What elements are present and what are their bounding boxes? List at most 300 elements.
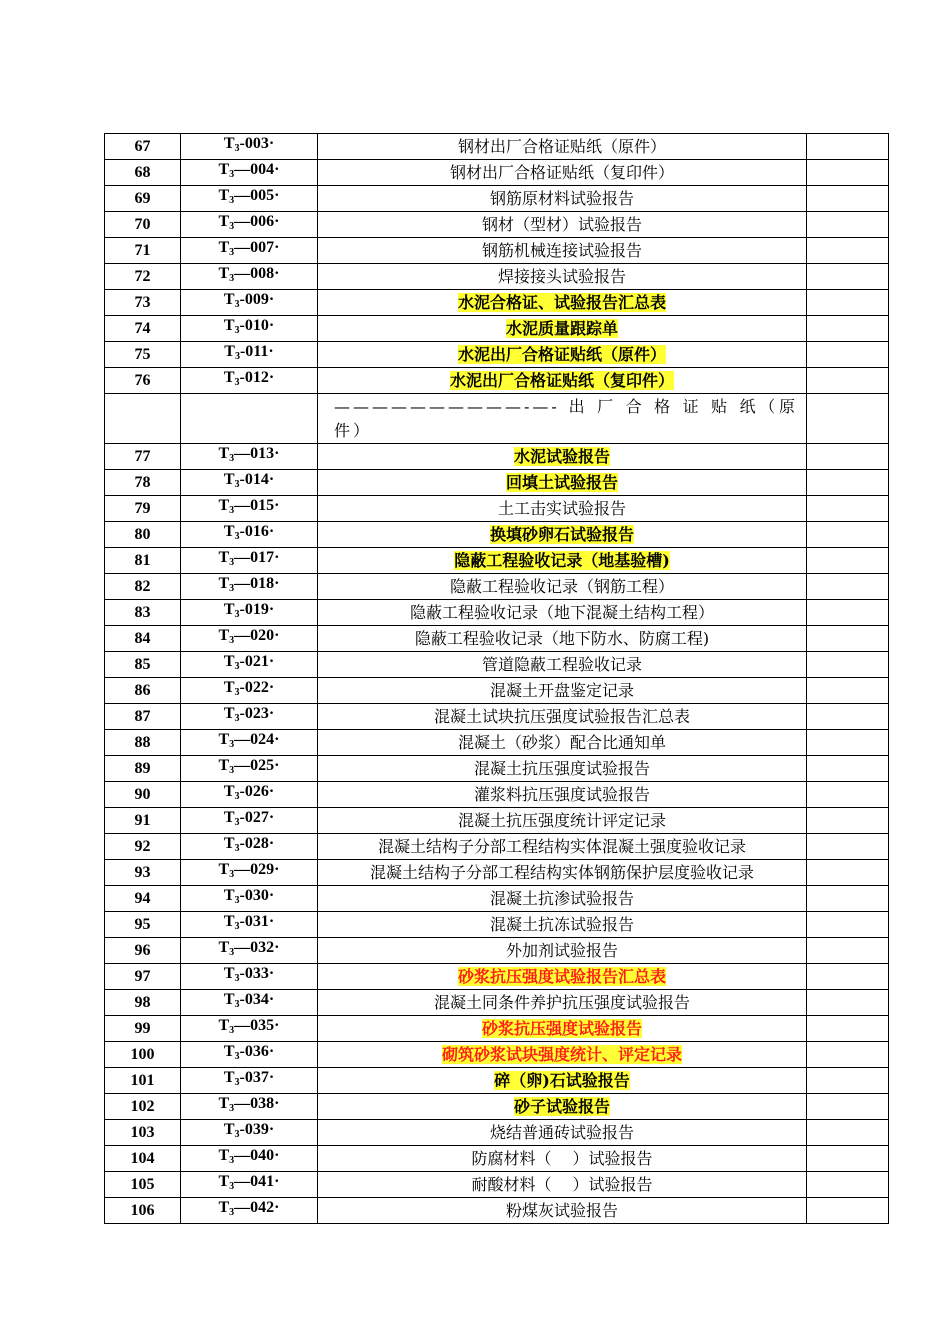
code-prefix: T <box>218 627 230 644</box>
row-title-cell <box>318 1042 807 1068</box>
table-row <box>105 1146 889 1172</box>
row-remark <box>807 1120 889 1146</box>
row-title: 混凝土同条件养护抗压强度试验报告 <box>433 992 690 1012</box>
row-number: 91 <box>105 808 181 834</box>
code-prefix: T <box>223 601 235 618</box>
code-subscript: 3 <box>229 739 235 750</box>
row-remark <box>807 912 889 938</box>
row-title: 隐蔽工程验收记录（钢筋工程） <box>449 576 674 596</box>
code-subscript: 3 <box>234 1077 240 1088</box>
row-number: 88 <box>105 730 181 756</box>
row-remark <box>807 626 889 652</box>
code-prefix: T <box>218 757 230 774</box>
row-code <box>181 1068 318 1094</box>
row-remark <box>807 134 889 160</box>
table-row <box>105 444 889 470</box>
code-number: —017· <box>234 549 280 566</box>
code-prefix: T <box>223 809 235 826</box>
row-title-cell <box>318 1120 807 1146</box>
code-prefix: T <box>218 213 230 230</box>
code-number: -014· <box>239 471 275 488</box>
row-number: 87 <box>105 704 181 730</box>
table-row <box>105 394 889 444</box>
code-prefix: T <box>223 991 235 1008</box>
code-subscript: 3 <box>229 765 235 776</box>
row-code <box>181 1172 318 1198</box>
row-code <box>181 444 318 470</box>
code-subscript: 3 <box>234 1129 240 1140</box>
row-title-cell <box>318 316 807 342</box>
table-row <box>105 886 889 912</box>
code-number: -009· <box>239 291 275 308</box>
row-title: 外加剂试验报告 <box>505 940 618 960</box>
code-prefix: T <box>224 343 235 360</box>
row-title: 换填砂卵石试验报告 <box>489 524 634 544</box>
row-title-cell <box>318 886 807 912</box>
code-prefix: T <box>223 1121 235 1138</box>
row-code <box>181 1042 318 1068</box>
row-title-cell <box>318 964 807 990</box>
row-title: 水泥出厂合格证贴纸（原件） <box>457 344 666 364</box>
code-number: —020· <box>234 627 280 644</box>
table-body <box>105 134 889 1224</box>
row-remark <box>807 368 889 394</box>
table-row <box>105 730 889 756</box>
row-number: 85 <box>105 652 181 678</box>
code-number: -037· <box>239 1069 275 1086</box>
row-number: 72 <box>105 264 181 290</box>
row-title: 隐蔽工程验收记录（地下防水、防腐工程) <box>414 628 710 648</box>
code-number: -039· <box>239 1121 275 1138</box>
row-code <box>181 600 318 626</box>
row-title-cell <box>318 912 807 938</box>
table-row <box>105 160 889 186</box>
row-title: 混凝土结构子分部工程结构实体混凝土强度验收记录 <box>377 836 746 856</box>
row-title-cell <box>318 938 807 964</box>
table-row <box>105 1172 889 1198</box>
table-row <box>105 290 889 316</box>
row-remark <box>807 238 889 264</box>
row-title-cell <box>318 238 807 264</box>
code-prefix: T <box>218 1095 230 1112</box>
table-row <box>105 938 889 964</box>
table-row <box>105 756 889 782</box>
row-number: 83 <box>105 600 181 626</box>
row-remark <box>807 496 889 522</box>
row-remark <box>807 1094 889 1120</box>
table-row <box>105 626 889 652</box>
code-subscript: 3 <box>234 351 240 362</box>
code-prefix: T <box>218 497 230 514</box>
row-title-cell <box>318 264 807 290</box>
row-number: 76 <box>105 368 181 394</box>
code-prefix: T <box>223 887 235 904</box>
code-number: -021· <box>239 653 275 670</box>
code-prefix: T <box>223 523 235 540</box>
code-subscript: 3 <box>234 377 240 388</box>
row-title: 混凝土（砂浆）配合比通知单 <box>457 732 666 752</box>
code-prefix: T <box>223 317 235 334</box>
code-prefix: T <box>223 835 235 852</box>
row-title-cell <box>318 834 807 860</box>
row-number: 73 <box>105 290 181 316</box>
row-number: 78 <box>105 470 181 496</box>
code-number: —024· <box>234 731 280 748</box>
code-subscript: 3 <box>229 1025 235 1036</box>
row-title-cell <box>318 1016 807 1042</box>
table-row <box>105 470 889 496</box>
table-row <box>105 1016 889 1042</box>
row-remark <box>807 990 889 1016</box>
row-number: 97 <box>105 964 181 990</box>
row-code <box>181 704 318 730</box>
code-prefix: T <box>223 471 235 488</box>
code-number: —025· <box>234 757 280 774</box>
row-code <box>181 626 318 652</box>
table-row <box>105 652 889 678</box>
row-title-cell <box>318 394 807 444</box>
code-prefix: T <box>218 1147 230 1164</box>
row-number: 100 <box>105 1042 181 1068</box>
code-number: —008· <box>234 265 280 282</box>
row-title: 混凝土抗渗试验报告 <box>489 888 634 908</box>
code-subscript: 3 <box>229 505 235 516</box>
code-subscript: 3 <box>234 1051 240 1062</box>
row-title: 砌筑砂浆试块强度统计、评定记录 <box>441 1044 682 1064</box>
row-remark <box>807 548 889 574</box>
code-subscript: 3 <box>229 247 235 258</box>
row-number: 68 <box>105 160 181 186</box>
code-number: -027· <box>239 809 275 826</box>
row-code <box>181 160 318 186</box>
code-subscript: 3 <box>229 583 235 594</box>
row-remark <box>807 522 889 548</box>
code-number: —035· <box>234 1017 280 1034</box>
row-title-cell <box>318 496 807 522</box>
code-subscript: 3 <box>234 999 240 1010</box>
code-subscript: 3 <box>234 143 240 154</box>
row-remark <box>807 782 889 808</box>
row-title: 砂浆抗压强度试验报告 <box>481 1018 642 1038</box>
row-number: 70 <box>105 212 181 238</box>
row-title-cell <box>318 626 807 652</box>
code-prefix: T <box>218 549 230 566</box>
code-number: —041· <box>234 1173 280 1190</box>
row-remark <box>807 1198 889 1224</box>
row-code <box>181 212 318 238</box>
row-title: 混凝土抗压强度试验报告 <box>473 758 650 778</box>
row-remark <box>807 1172 889 1198</box>
code-subscript: 3 <box>229 869 235 880</box>
code-prefix: T <box>218 1173 230 1190</box>
row-remark <box>807 470 889 496</box>
row-number: 99 <box>105 1016 181 1042</box>
row-code <box>181 1094 318 1120</box>
code-subscript: 3 <box>234 325 240 336</box>
code-prefix: T <box>218 445 230 462</box>
table-row <box>105 964 889 990</box>
row-code <box>181 1016 318 1042</box>
row-remark <box>807 964 889 990</box>
row-code <box>181 782 318 808</box>
row-code <box>181 394 318 444</box>
document-table <box>104 133 889 1224</box>
row-number: 104 <box>105 1146 181 1172</box>
code-subscript: 3 <box>229 635 235 646</box>
row-remark <box>807 290 889 316</box>
row-title: 耐酸材料（ ）试验报告 <box>471 1174 653 1194</box>
row-number: 90 <box>105 782 181 808</box>
row-title: 钢材出厂合格证贴纸（复印件） <box>449 162 674 182</box>
code-prefix: T <box>218 731 230 748</box>
table-row <box>105 342 889 368</box>
table-row <box>105 522 889 548</box>
row-title-cell <box>318 134 807 160</box>
row-title: 水泥试验报告 <box>513 446 610 466</box>
code-subscript: 3 <box>234 687 240 698</box>
code-number: —007· <box>234 239 280 256</box>
row-remark <box>807 264 889 290</box>
row-title: 隐蔽工程验收记录（地下混凝土结构工程） <box>409 602 714 622</box>
code-number: -036· <box>239 1043 275 1060</box>
code-subscript: 3 <box>234 895 240 906</box>
row-number: 103 <box>105 1120 181 1146</box>
row-number <box>105 394 181 444</box>
row-title: 管道隐蔽工程验收记录 <box>481 654 642 674</box>
row-remark <box>807 678 889 704</box>
table-row <box>105 1198 889 1224</box>
code-subscript: 3 <box>234 921 240 932</box>
row-number: 71 <box>105 238 181 264</box>
row-number: 98 <box>105 990 181 1016</box>
code-subscript: 3 <box>234 299 240 310</box>
row-title-cell <box>318 470 807 496</box>
row-remark <box>807 342 889 368</box>
row-title-cell <box>318 1094 807 1120</box>
row-title-cell <box>318 444 807 470</box>
row-remark <box>807 394 889 444</box>
row-remark <box>807 756 889 782</box>
row-code <box>181 342 318 368</box>
code-subscript: 3 <box>234 817 240 828</box>
row-title: 土工击实试验报告 <box>497 498 626 518</box>
row-code <box>181 264 318 290</box>
row-title: 水泥质量跟踪单 <box>505 318 618 338</box>
table-row <box>105 782 889 808</box>
code-subscript: 3 <box>229 1207 235 1218</box>
code-number: —018· <box>234 575 280 592</box>
table-row <box>105 186 889 212</box>
code-subscript: 3 <box>234 791 240 802</box>
row-title: 混凝土试块抗压强度试验报告汇总表 <box>433 706 690 726</box>
row-title-cell <box>318 186 807 212</box>
row-title: 砂子试验报告 <box>513 1096 610 1116</box>
code-number: -019· <box>239 601 275 618</box>
code-number: —013· <box>234 445 280 462</box>
code-subscript: 3 <box>229 1155 235 1166</box>
row-title: 水泥合格证、试验报告汇总表 <box>457 292 666 312</box>
row-title-cell <box>318 290 807 316</box>
row-code <box>181 912 318 938</box>
table-row <box>105 212 889 238</box>
table-row <box>105 990 889 1016</box>
row-remark <box>807 574 889 600</box>
code-number: —004· <box>234 161 280 178</box>
row-number: 77 <box>105 444 181 470</box>
row-title-cell <box>318 160 807 186</box>
code-prefix: T <box>218 575 230 592</box>
code-prefix: T <box>218 1199 230 1216</box>
row-remark <box>807 808 889 834</box>
row-title: 碎（卵)石试验报告 <box>494 1070 630 1090</box>
row-title-cell <box>318 1146 807 1172</box>
table-row <box>105 574 889 600</box>
code-prefix: T <box>223 653 235 670</box>
code-number: —029· <box>234 861 280 878</box>
code-number: —040· <box>234 1147 280 1164</box>
row-title-cell <box>318 704 807 730</box>
row-number: 86 <box>105 678 181 704</box>
code-number: -023· <box>239 705 275 722</box>
row-code <box>181 938 318 964</box>
row-number: 81 <box>105 548 181 574</box>
code-prefix: T <box>223 783 235 800</box>
row-title-cell <box>318 368 807 394</box>
code-subscript: 3 <box>229 947 235 958</box>
code-subscript: 3 <box>234 661 240 672</box>
row-number: 69 <box>105 186 181 212</box>
code-prefix: T <box>218 239 230 256</box>
table-row <box>105 1068 889 1094</box>
row-title: 防腐材料（ ）试验报告 <box>471 1148 653 1168</box>
row-title-cell <box>318 1198 807 1224</box>
code-number: —006· <box>234 213 280 230</box>
row-title: 回填土试验报告 <box>505 472 618 492</box>
code-prefix: T <box>223 913 235 930</box>
table-row <box>105 134 889 160</box>
row-remark <box>807 600 889 626</box>
code-number: -003· <box>239 135 275 152</box>
code-prefix: T <box>218 939 230 956</box>
table-row <box>105 368 889 394</box>
row-code <box>181 652 318 678</box>
code-prefix: T <box>223 965 235 982</box>
table-row <box>105 1120 889 1146</box>
code-prefix: T <box>223 1043 235 1060</box>
code-subscript: 3 <box>229 221 235 232</box>
row-code <box>181 290 318 316</box>
table-row <box>105 678 889 704</box>
code-prefix: T <box>223 369 235 386</box>
code-number: -034· <box>239 991 275 1008</box>
code-subscript: 3 <box>234 609 240 620</box>
row-title-cell <box>318 342 807 368</box>
row-number: 105 <box>105 1172 181 1198</box>
row-title: 水泥出厂合格证贴纸（复印件） <box>449 370 674 390</box>
row-title-cell <box>318 782 807 808</box>
row-code <box>181 1120 318 1146</box>
row-title-cell <box>318 1068 807 1094</box>
code-prefix: T <box>218 1017 230 1034</box>
table-row <box>105 912 889 938</box>
table-row <box>105 316 889 342</box>
table-row <box>105 1042 889 1068</box>
row-number: 101 <box>105 1068 181 1094</box>
row-number: 80 <box>105 522 181 548</box>
code-number: -030· <box>239 887 275 904</box>
code-prefix: T <box>218 161 230 178</box>
row-number: 79 <box>105 496 181 522</box>
row-title: 隐蔽工程验收记录（地基验槽) <box>454 550 670 570</box>
code-number: -028· <box>239 835 275 852</box>
table-row <box>105 496 889 522</box>
row-title-cell <box>318 1172 807 1198</box>
row-title-cell <box>318 522 807 548</box>
table-row <box>105 238 889 264</box>
row-remark <box>807 444 889 470</box>
row-title-cell <box>318 212 807 238</box>
code-subscript: 3 <box>229 273 235 284</box>
row-title-cell <box>318 730 807 756</box>
row-remark <box>807 834 889 860</box>
row-title: 钢材（型材）试验报告 <box>481 214 642 234</box>
code-number: -010· <box>239 317 275 334</box>
row-title-cell <box>318 652 807 678</box>
code-subscript: 3 <box>229 1181 235 1192</box>
row-code <box>181 678 318 704</box>
row-code <box>181 730 318 756</box>
table-row <box>105 704 889 730</box>
code-number: —015· <box>234 497 280 514</box>
row-code <box>181 756 318 782</box>
row-code <box>181 860 318 886</box>
row-title: 粉煤灰试验报告 <box>505 1200 618 1220</box>
row-title: 钢筋机械连接试验报告 <box>481 240 642 260</box>
row-remark <box>807 316 889 342</box>
row-number: 106 <box>105 1198 181 1224</box>
row-number: 96 <box>105 938 181 964</box>
row-number: 75 <box>105 342 181 368</box>
code-number: —042· <box>234 1199 280 1216</box>
table-row <box>105 808 889 834</box>
code-subscript: 3 <box>234 531 240 542</box>
row-title: 钢筋原材料试验报告 <box>489 188 634 208</box>
code-subscript: 3 <box>234 973 240 984</box>
row-number: 92 <box>105 834 181 860</box>
code-number: -016· <box>239 523 275 540</box>
code-subscript: 3 <box>234 843 240 854</box>
row-title: 混凝土结构子分部工程结构实体钢筋保护层度验收记录 <box>369 862 754 882</box>
row-code <box>181 186 318 212</box>
row-remark <box>807 160 889 186</box>
row-code <box>181 574 318 600</box>
row-number: 84 <box>105 626 181 652</box>
row-title-cell <box>318 678 807 704</box>
row-code <box>181 964 318 990</box>
table-row <box>105 548 889 574</box>
row-title: ——————————-—- 出 厂 合 格 证 贴 纸（原件） <box>334 396 798 440</box>
code-prefix: T <box>223 1069 235 1086</box>
code-number: -022· <box>239 679 275 696</box>
table-row <box>105 264 889 290</box>
row-number: 94 <box>105 886 181 912</box>
row-code <box>181 238 318 264</box>
row-code <box>181 886 318 912</box>
row-remark <box>807 730 889 756</box>
row-title: 混凝土抗压强度统计评定记录 <box>457 810 666 830</box>
code-subscript: 3 <box>229 169 235 180</box>
row-remark <box>807 938 889 964</box>
